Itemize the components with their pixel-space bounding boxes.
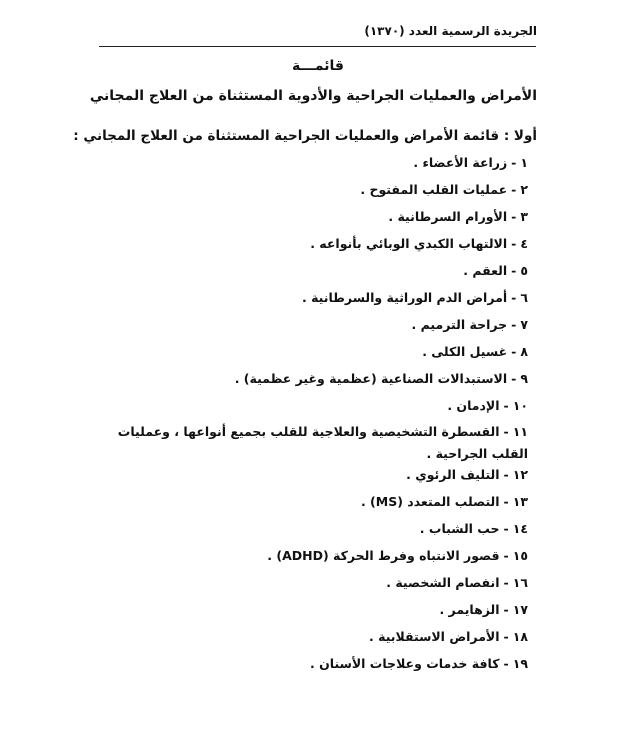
item-text: الالتهاب الكبدي الوبائي بأنواعه . — [310, 236, 508, 251]
list-item: ١٢-التليف الرئوي . — [406, 467, 528, 482]
list-item: ٢-عمليات القلب المفتوح . — [360, 182, 528, 197]
list-item: ١٨-الأمراض الاستقلابية . — [369, 629, 528, 644]
item-text: الاستبدالات الصناعية (عظمية وغير عظمية) . — [234, 371, 508, 386]
item-text: غسيل الكلى . — [422, 344, 508, 359]
page-subtitle: الأمراض والعمليات الجراحية والأدوية المستثناة من العلاج المجاني — [89, 88, 537, 104]
gazette-header: الجريدة الرسمية العدد (١٣٧٠) — [364, 24, 537, 38]
section-heading: أولا : قائمة الأمراض والعمليات الجراحية المستثناة من العلاج المجاني : — [73, 128, 537, 144]
list-item: ١٧-الزهايمر . — [439, 602, 528, 617]
item-text: القسطرة التشخيصية والعلاجية للقلب بجميع أنواعها ، وعمليات القلب الجراحية . — [117, 424, 528, 461]
item-number: ٣ — [520, 209, 528, 224]
list-item: ٦-أمراض الدم الوراثية والسرطانية . — [301, 290, 528, 305]
item-text: العقم . — [463, 263, 508, 278]
item-number: ١٧ — [512, 602, 528, 617]
list-item: ١-زراعة الأعضاء . — [413, 155, 528, 170]
item-number: ١٥ — [512, 548, 528, 563]
item-text: الإدمان . — [447, 398, 500, 413]
item-number: ١ — [520, 155, 528, 170]
item-text: عمليات القلب المفتوح . — [360, 182, 508, 197]
item-number: ١٨ — [512, 629, 528, 644]
item-number: ٧ — [520, 317, 528, 332]
item-text: الزهايمر . — [439, 602, 500, 617]
list-item: ١١-القسطرة التشخيصية والعلاجية للقلب بجميع أنواعها ، وعمليات القلب الجراحية . — [99, 421, 528, 467]
item-text: الأورام السرطانية . — [388, 209, 508, 224]
list-item: ١٤-حب الشباب . — [419, 521, 528, 536]
list-item: ٨-غسيل الكلى . — [422, 344, 528, 359]
list-item: ٤-الالتهاب الكبدي الوبائي بأنواعه . — [310, 236, 528, 251]
item-number: ١٣ — [512, 494, 528, 509]
list-item: ٣-الأورام السرطانية . — [388, 209, 528, 224]
item-number: ١٠ — [512, 398, 528, 413]
item-text: قصور الانتباه وفرط الحركة (ADHD) . — [267, 548, 500, 563]
list-item: ١٥-قصور الانتباه وفرط الحركة (ADHD) . — [267, 548, 528, 563]
item-number: ١٩ — [512, 656, 528, 671]
item-text: انفصام الشخصية . — [386, 575, 500, 590]
item-text: حب الشباب . — [419, 521, 500, 536]
item-number: ٢ — [520, 182, 528, 197]
page-title: قائمـــة — [292, 58, 344, 74]
item-number: ١٢ — [512, 467, 528, 482]
list-item: ٥-العقم . — [463, 263, 528, 278]
list-item: ٩-الاستبدالات الصناعية (عظمية وغير عظمية) . — [234, 371, 528, 386]
list-item: ١٦-انفصام الشخصية . — [386, 575, 528, 590]
item-text: التليف الرئوي . — [406, 467, 500, 482]
item-text: التصلب المتعدد (MS) . — [360, 494, 500, 509]
item-text: جراحة الترميم . — [411, 317, 508, 332]
exclusion-list — [99, 155, 528, 683]
list-item: ١٠-الإدمان . — [447, 398, 528, 413]
item-number: ٩ — [520, 371, 528, 386]
item-number: ١٤ — [512, 521, 528, 536]
item-number: ٦ — [520, 290, 528, 305]
header-rule — [99, 46, 536, 47]
item-text: زراعة الأعضاء . — [413, 155, 508, 170]
list-item: ٧-جراحة الترميم . — [411, 317, 528, 332]
item-number: ١١ — [512, 424, 528, 439]
list-item: ١٩-كافة خدمات وعلاجات الأسنان . — [310, 656, 528, 671]
item-text: كافة خدمات وعلاجات الأسنان . — [310, 656, 500, 671]
item-number: ١٦ — [512, 575, 528, 590]
item-number: ٥ — [520, 263, 528, 278]
item-number: ٤ — [520, 236, 528, 251]
list-item: ١٣-التصلب المتعدد (MS) . — [360, 494, 528, 509]
item-text: الأمراض الاستقلابية . — [369, 629, 500, 644]
item-number: ٨ — [520, 344, 528, 359]
item-text: أمراض الدم الوراثية والسرطانية . — [301, 290, 508, 305]
